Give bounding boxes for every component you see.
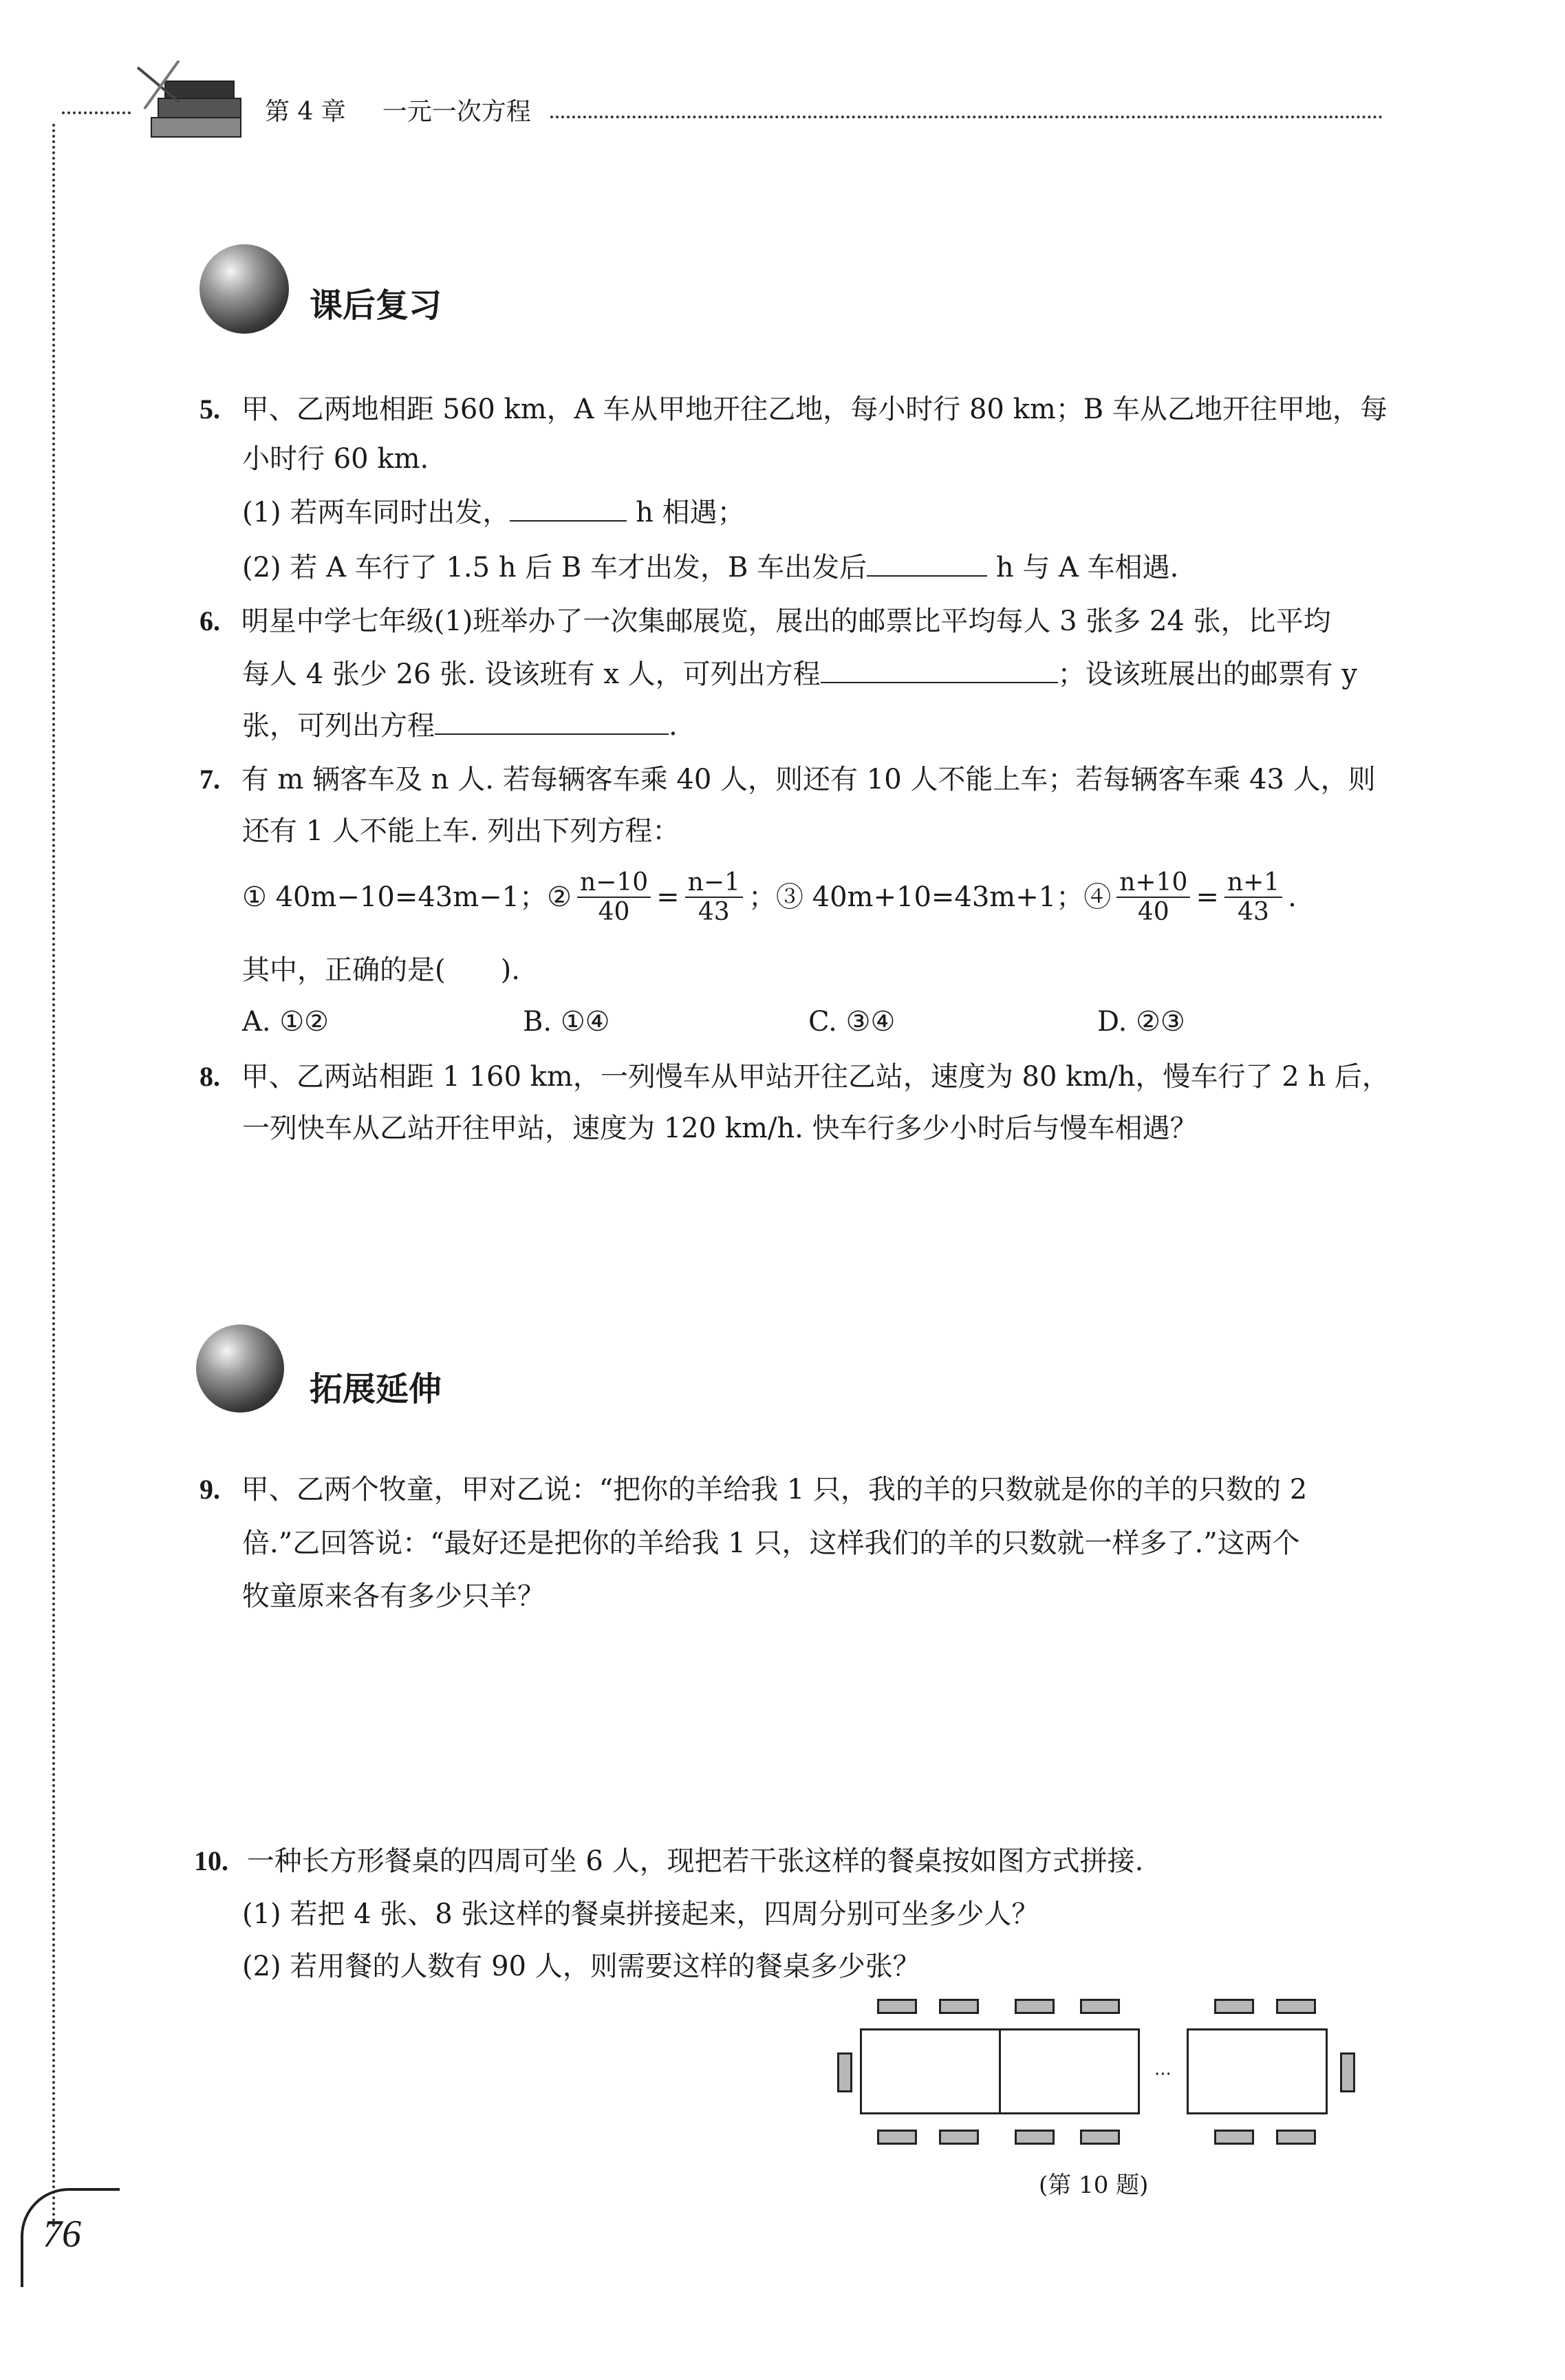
chair <box>1080 2130 1120 2145</box>
globe-icon <box>199 244 289 334</box>
q5-part1-blank[interactable] <box>510 495 627 522</box>
q6-line3-pre: 张，可列出方程 <box>242 710 435 742</box>
q7-fraction-2 <box>685 868 743 927</box>
q9-line1 <box>199 1472 1307 1507</box>
q7-fraction-1-num: n−10 <box>577 868 651 898</box>
q7-text-line2: 还有 1 人不能上车. 列出下列方程： <box>242 815 680 847</box>
q6-line2-post: ；设该班展出的邮票有 y <box>1057 658 1357 690</box>
q7-eq-end: . <box>1288 881 1297 914</box>
chair <box>939 2130 979 2145</box>
q10-part1: (1) 若把 4 张、8 张这样的餐桌拼接起来，四周分别可坐多少人？ <box>242 1898 1039 1930</box>
q5-text-line1: 甲、乙两地相距 560 km，A 车从甲地开往乙地，每小时行 80 km；B 车从乙地开往甲地，每 <box>241 394 1388 425</box>
dining-table <box>1187 2028 1328 2114</box>
q10-part2: (2) 若用餐的人数有 90 人，则需要这样的餐桌多少张？ <box>242 1951 920 1982</box>
chapter-number: 第 4 章 <box>265 98 346 126</box>
q7-fraction-3-den: 40 <box>1137 898 1169 927</box>
chair <box>877 2130 917 2145</box>
chair <box>1276 2130 1316 2145</box>
q7-fraction-4-num: n+1 <box>1224 868 1282 898</box>
q6-number: 6. <box>199 605 220 636</box>
q7-equals-2: = <box>1196 881 1219 914</box>
q9-number: 9. <box>199 1474 220 1505</box>
q5-part2 <box>242 550 1178 585</box>
q7-eq1: ① 40m−10=43m−1；② <box>242 881 572 914</box>
q5-part1-post: h 相遇； <box>627 497 745 528</box>
chair <box>1214 2130 1254 2145</box>
header-dotted-line-left <box>62 111 131 114</box>
q10-figure <box>825 1999 1362 2157</box>
q5-part1 <box>242 495 745 530</box>
q7-option-b[interactable]: B. ①④ <box>523 1006 610 1038</box>
q7-equals-1: = <box>656 881 680 914</box>
q7-fraction-2-num: n−1 <box>685 868 743 898</box>
q7-number: 7. <box>199 764 220 795</box>
q7-fraction-1 <box>577 868 651 927</box>
q10-figure-caption: (第 10 题) <box>1039 2172 1149 2199</box>
q7-fraction-2-den: 43 <box>698 898 730 927</box>
q7-line1 <box>199 762 1376 797</box>
q8-text-line1: 甲、乙两站相距 1 160 km，一列慢车从甲站开往乙站，速度为 80 km/h，慢车行了 2 h 后， <box>241 1061 1390 1093</box>
q6-blank-1[interactable] <box>821 657 1058 683</box>
q7-option-c[interactable]: C. ③④ <box>808 1006 896 1038</box>
q7-question: 其中，正确的是( ). <box>242 954 520 986</box>
q7-fraction-1-den: 40 <box>598 898 630 927</box>
q7-option-d[interactable]: D. ②③ <box>1097 1006 1185 1038</box>
q5-line1 <box>199 392 1388 427</box>
q6-line2 <box>242 657 1357 692</box>
chair <box>837 2052 852 2092</box>
q6-text-line1: 明星中学七年级(1)班举办了一次集邮展览，展出的邮票比平均每人 3 张多 24 张，比平均 <box>241 605 1331 637</box>
q5-number: 5. <box>199 394 220 425</box>
q10-number: 10. <box>194 1845 228 1876</box>
dining-table <box>999 2028 1140 2114</box>
q8-line1 <box>199 1060 1390 1094</box>
q7-fraction-4-den: 43 <box>1238 898 1269 927</box>
q9-text-line3: 牧童原来各有多少只羊？ <box>242 1580 545 1612</box>
q8-text-line2: 一列快车从乙站开往甲站，速度为 120 km/h. 快车行多少小时后与慢车相遇？ <box>242 1113 1198 1144</box>
q7-fraction-4 <box>1224 868 1282 927</box>
q7-text-line1: 有 m 辆客车及 n 人. 若每辆客车乘 40 人，则还有 10 人不能上车；若每辆客车乘 43 人，则 <box>241 764 1376 795</box>
q6-line3 <box>242 709 678 743</box>
chair <box>1015 1999 1055 2014</box>
q6-line2-pre: 每人 4 张少 26 张. 设该班有 x 人，可列出方程 <box>242 658 821 690</box>
q7-eq3: ；③ 40m+10=43m+1；④ <box>748 881 1112 914</box>
q6-blank-2[interactable] <box>435 709 669 735</box>
section-title-extension: 拓展延伸 <box>310 1370 442 1408</box>
left-dotted-margin <box>52 124 55 2229</box>
dining-table <box>860 2028 1001 2114</box>
q5-part2-blank[interactable] <box>867 550 987 577</box>
chair <box>1214 1999 1254 2014</box>
q7-fraction-3-num: n+10 <box>1116 868 1190 898</box>
chair <box>877 1999 917 2014</box>
chapter-title: 一元一次方程 <box>382 98 531 126</box>
q8-number: 8. <box>199 1061 220 1092</box>
q9-text-line2: 倍.”乙回答说：“最好还是把你的羊给我 1 只，这样我们的羊的只数就一样多了.”这两个 <box>242 1527 1300 1559</box>
q7-fraction-3 <box>1116 868 1190 927</box>
q5-part1-pre: (1) 若两车同时出发， <box>242 497 510 528</box>
q7-option-a[interactable]: A. ①② <box>242 1006 330 1038</box>
chair <box>1276 1999 1316 2014</box>
table-ellipsis: ··· <box>1154 2064 1172 2085</box>
page-number: 76 <box>43 2213 81 2255</box>
header-dotted-line <box>550 116 1383 118</box>
q10-line1 <box>194 1844 1143 1878</box>
q9-text-line1: 甲、乙两个牧童，甲对乙说：“把你的羊给我 1 只，我的羊的只数就是你的羊的只数的 2 <box>241 1474 1308 1505</box>
chair <box>1340 2052 1355 2092</box>
globe-icon <box>196 1325 284 1413</box>
q7-equations <box>242 868 1297 927</box>
q6-line1 <box>199 604 1331 639</box>
q5-part2-pre: (2) 若 A 车行了 1.5 h 后 B 车才出发，B 车出发后 <box>242 552 867 583</box>
q5-part2-post: h 与 A 车相遇. <box>987 552 1179 583</box>
header-chapter <box>265 96 531 127</box>
header-books-illustration <box>131 61 248 150</box>
chair <box>1015 2130 1055 2145</box>
chair <box>1080 1999 1120 2014</box>
q5-text-line2: 小时行 60 km. <box>242 443 429 475</box>
chair <box>939 1999 979 2014</box>
section-title-review: 课后复习 <box>310 286 442 325</box>
q10-text-line1: 一种长方形餐桌的四周可坐 6 人，现把若干张这样的餐桌按如图方式拼接. <box>246 1845 1144 1877</box>
q6-line3-post: . <box>669 710 678 742</box>
